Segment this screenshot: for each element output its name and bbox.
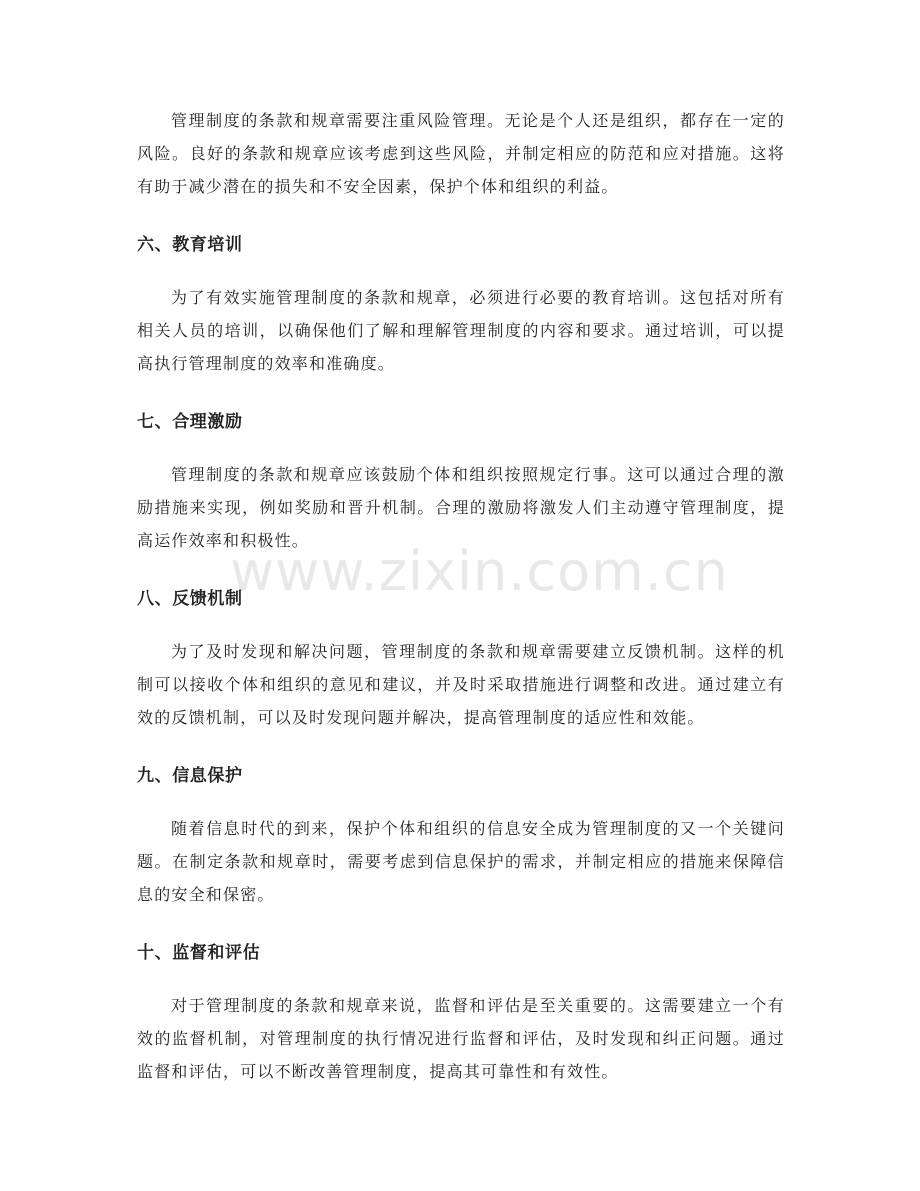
heading-education-training: 六、教育培训 [137, 235, 243, 255]
paragraph-risk-management: 管理制度的条款和规章需要注重风险管理。无论是个人还是组织，都存在一定的风险。良好的条款和规章应该考虑到这些风险，并制定相应的防范和应对措施。这将有助于减少潜在的损失和不安全因素，保护个体和组织的利益。 [137, 111, 785, 196]
paragraph-information-protection: 随着信息时代的到来，保护个体和组织的信息安全成为管理制度的又一个关键问题。在制定条款和规章时，需要考虑到信息保护的需求，并制定相应的措施来保障信息的安全和保密。 [137, 819, 785, 904]
watermark: www.zixin.com.cn [230, 540, 729, 603]
heading-supervision-evaluation: 十、监督和评估 [137, 943, 261, 963]
heading-feedback-mechanism: 八、反馈机制 [137, 589, 243, 609]
paragraph-education-training: 为了有效实施管理制度的条款和规章，必须进行必要的教育培训。这包括对所有相关人员的培训，以确保他们了解和理解管理制度的内容和要求。通过培训，可以提高执行管理制度的效率和准确度。 [137, 288, 785, 373]
paragraph-reasonable-incentives: 管理制度的条款和规章应该鼓励个体和组织按照规定行事。这可以通过合理的激励措施来实现，例如奖励和晋升机制。合理的激励将激发人们主动遵守管理制度，提高运作效率和积极性。 [137, 465, 785, 550]
heading-reasonable-incentives: 七、合理激励 [137, 412, 243, 432]
paragraph-feedback-mechanism: 为了及时发现和解决问题，管理制度的条款和规章需要建立反馈机制。这样的机制可以接收个体和组织的意见和建议，并及时采取措施进行调整和改进。通过建立有效的反馈机制，可以及时发现问题并解决，提高管理制度的适应性和效能。 [137, 642, 785, 727]
paragraph-supervision-evaluation: 对于管理制度的条款和规章来说，监督和评估是至关重要的。这需要建立一个有效的监督机制，对管理制度的执行情况进行监督和评估，及时发现和纠正问题。通过监督和评估，可以不断改善管理制度，提高其可靠性和有效性。 [137, 996, 785, 1081]
heading-information-protection: 九、信息保护 [137, 766, 243, 786]
document-body [137, 104, 785, 1088]
